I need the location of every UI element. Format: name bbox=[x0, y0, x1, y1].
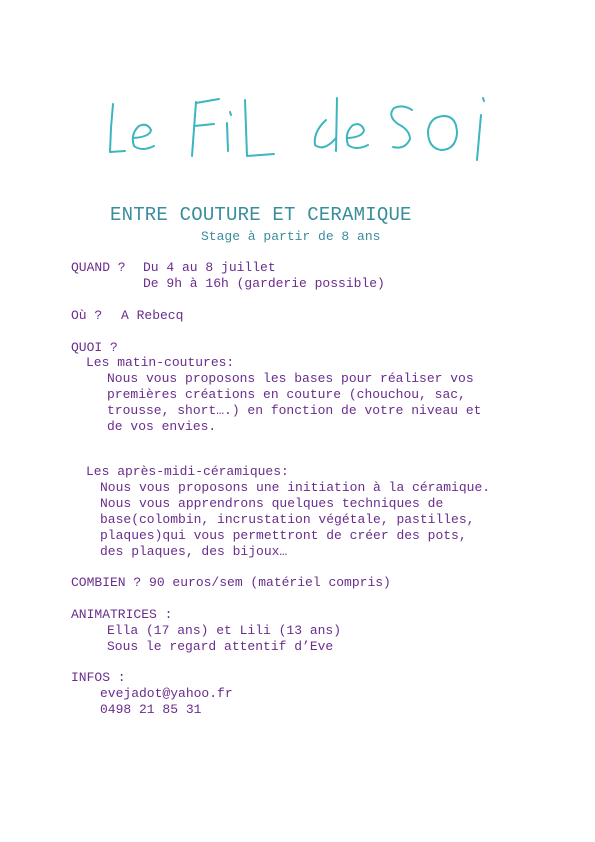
matin-line: trousse, short….) en fonction de votre niveau et bbox=[107, 403, 482, 418]
animatrices-names: Ella (17 ans) et Lili (13 ans) bbox=[107, 623, 342, 638]
quoi-label: QUOI ? bbox=[71, 340, 118, 355]
matin-title: Les matin-coutures: bbox=[86, 355, 235, 370]
apres-line: Nous vous apprendrons quelques techniques de bbox=[100, 496, 444, 511]
ou-label: Où ? bbox=[71, 308, 103, 323]
infos-phone[interactable]: 0498 21 85 31 bbox=[100, 702, 202, 717]
combien-text: COMBIEN ? 90 euros/sem (matériel compris) bbox=[71, 575, 391, 590]
quand-hours: De 9h à 16h (garderie possible) bbox=[143, 276, 385, 291]
matin-line: Nous vous proposons les bases pour réaliser vos bbox=[107, 371, 474, 386]
apres-line: base(colombin, incrustation végétale, pastilles, bbox=[100, 512, 475, 527]
infos-email[interactable]: evejadot@yahoo.fr bbox=[100, 686, 233, 701]
logo bbox=[0, 88, 595, 168]
ou-value: A Rebecq bbox=[121, 308, 184, 323]
infos-label: INFOS : bbox=[71, 670, 126, 685]
apres-line: Nous vous proposons une initiation à la céramique. bbox=[100, 480, 491, 495]
animatrices-label: ANIMATRICES : bbox=[71, 607, 173, 622]
quand-label: QUAND ? bbox=[71, 260, 126, 275]
page-subtitle: Stage à partir de 8 ans bbox=[201, 229, 381, 244]
animatrices-supervision: Sous le regard attentif d’Eve bbox=[107, 639, 334, 654]
matin-line: de vos envies. bbox=[107, 419, 217, 434]
apres-line: des plaques, des bijoux… bbox=[100, 544, 288, 559]
quand-dates: Du 4 au 8 juillet bbox=[143, 260, 276, 275]
apres-title: Les après-midi-céramiques: bbox=[86, 464, 289, 479]
page-title: ENTRE COUTURE ET CERAMIQUE bbox=[110, 204, 412, 226]
matin-line: premières créations en couture (chouchou, sac, bbox=[107, 387, 466, 402]
apres-line: plaques)qui vous permettront de créer des pots, bbox=[100, 528, 467, 543]
